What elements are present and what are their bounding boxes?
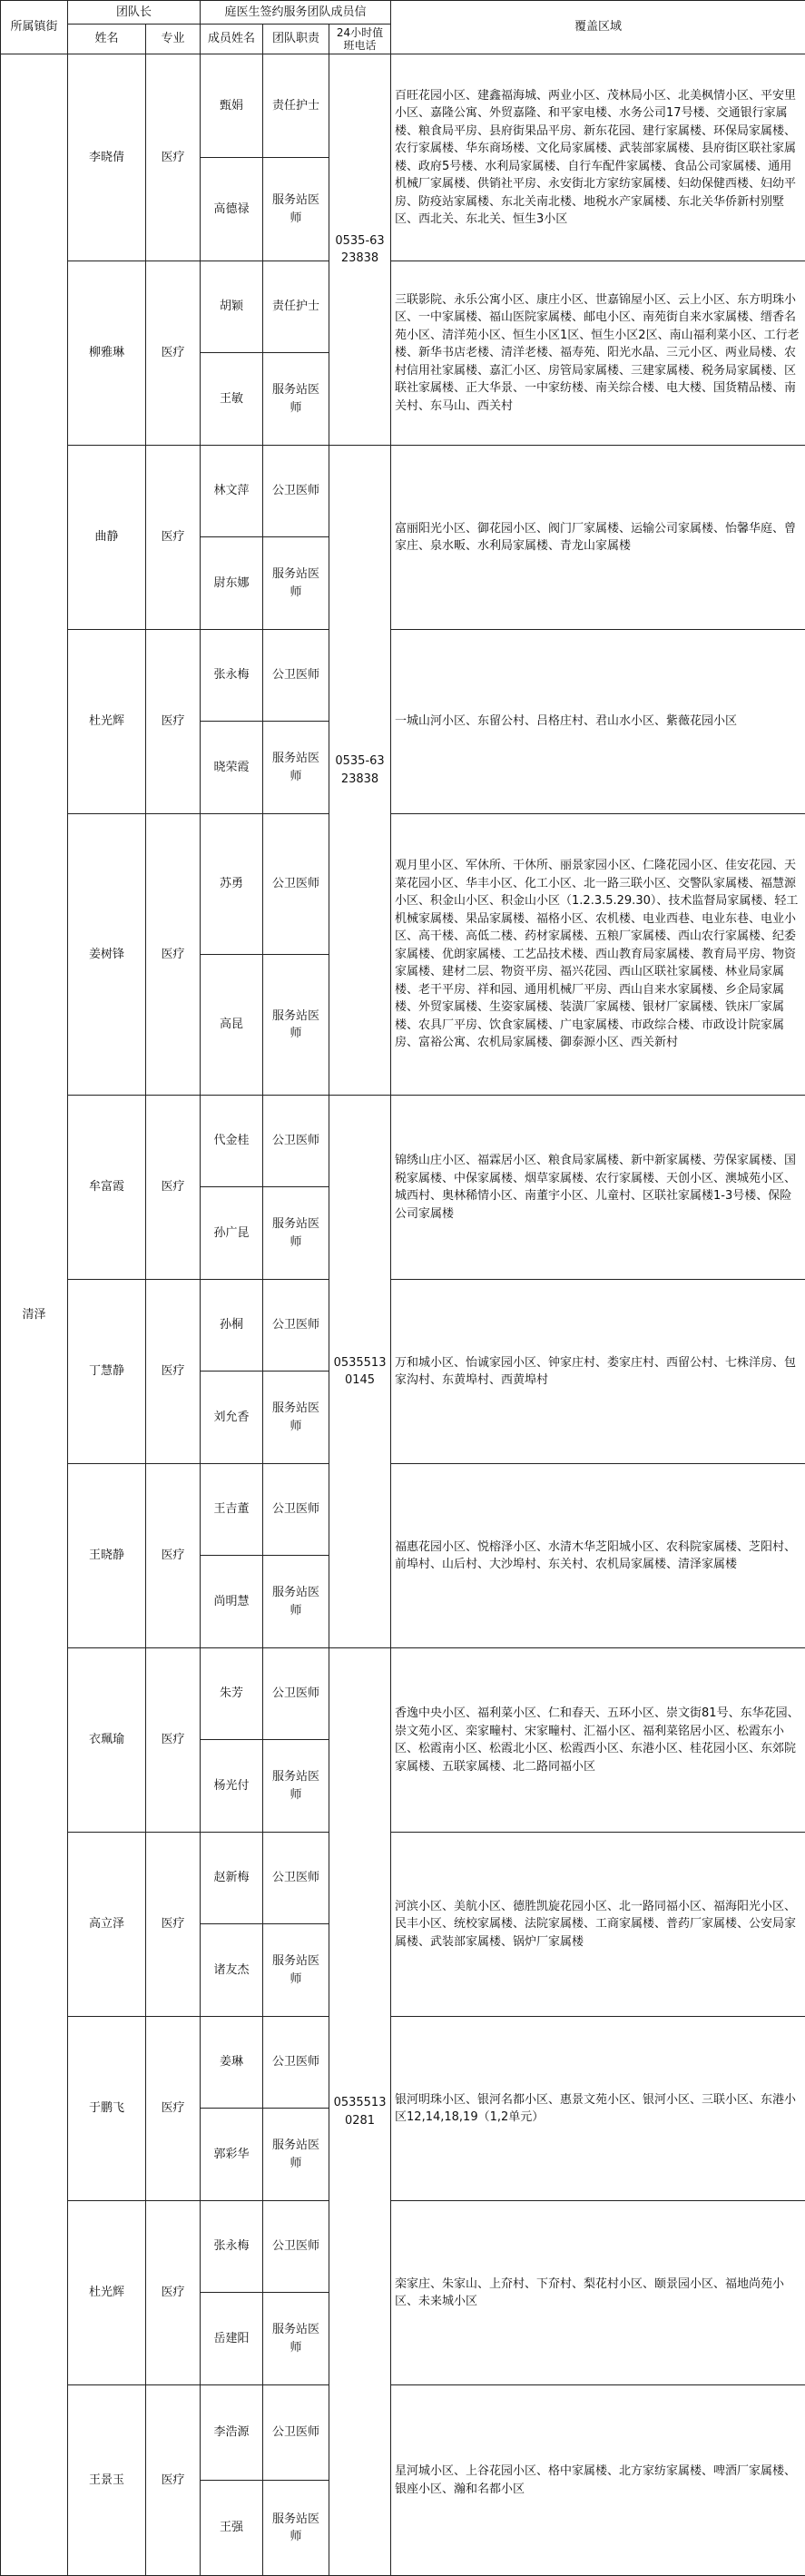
team-row (1, 814, 805, 955)
leader-specialty: 医疗 (146, 1096, 201, 1280)
member-name: 孙桐 (201, 1280, 263, 1372)
member-name: 李浩源 (201, 2385, 263, 2481)
header-member-name: 成员姓名 (201, 25, 263, 54)
coverage-area: 栾家庄、朱家山、上夼村、下夼村、梨花村小区、颐景园小区、福地尚苑小区、未来城小区 (391, 2201, 805, 2385)
header-name: 姓名 (68, 25, 146, 54)
team-row (1, 2201, 805, 2293)
member-duty: 公卫医师 (263, 630, 329, 722)
duty-phone: 05355130145 (329, 1096, 391, 1648)
member-duty: 公卫医师 (263, 1464, 329, 1556)
leader-specialty: 医疗 (146, 446, 201, 630)
coverage-area: 富丽阳光小区、御花园小区、阀门厂家属楼、运输公司家属楼、怡馨华庭、曾家庄、泉水畈、水利局家属楼、青龙山家属楼 (391, 446, 805, 630)
member-duty: 公卫医师 (263, 1096, 329, 1187)
leader-name: 姜树锋 (68, 814, 146, 1096)
member-duty: 服务站医师 (263, 1924, 329, 2017)
member-duty: 服务站医师 (263, 2109, 329, 2201)
leader-name: 王晓静 (68, 1464, 146, 1648)
leader-specialty: 医疗 (146, 2385, 201, 2576)
member-duty: 服务站医师 (263, 722, 329, 814)
header-phone: 24小时值班电话 (329, 25, 391, 54)
member-name: 朱芳 (201, 1648, 263, 1740)
member-name: 张永梅 (201, 630, 263, 722)
member-name: 赵新梅 (201, 1833, 263, 1924)
coverage-area: 星河城小区、上谷花园小区、格中家属楼、北方家纺家属楼、啤酒厂家属楼、银座小区、瀚和名都小区 (391, 2385, 805, 2576)
member-name: 甄娟 (201, 54, 263, 158)
member-name: 林文萍 (201, 446, 263, 537)
header-duty: 团队职责 (263, 25, 329, 54)
coverage-area: 河滨小区、美航小区、德胜凯旋花园小区、北一路同福小区、福海阳光小区、民丰小区、统校家属楼、法院家属楼、工商家属楼、普药厂家属楼、公安局家属楼、武装部家属楼、锅炉厂家属楼 (391, 1833, 805, 2017)
coverage-area: 福惠花园小区、悦榕泽小区、水清木华芝阳城小区、农科院家属楼、芝阳村、前埠村、山后村、大沙埠村、东关村、农机局家属楼、清泽家属楼 (391, 1464, 805, 1648)
team-row (1, 1648, 805, 1740)
header-area: 覆盖区域 (391, 1, 805, 54)
leader-name: 曲静 (68, 446, 146, 630)
leader-specialty: 医疗 (146, 2017, 201, 2201)
member-duty: 服务站医师 (263, 1740, 329, 1833)
leader-specialty: 医疗 (146, 814, 201, 1096)
header-district: 所属镇街 (1, 1, 68, 54)
member-name: 孙广昆 (201, 1187, 263, 1280)
leader-specialty: 医疗 (146, 1833, 201, 2017)
team-row (1, 1096, 805, 1187)
member-name: 张永梅 (201, 2201, 263, 2293)
member-duty: 责任护士 (263, 261, 329, 353)
member-name: 王强 (201, 2481, 263, 2576)
member-duty: 公卫医师 (263, 2385, 329, 2481)
leader-specialty: 医疗 (146, 1648, 201, 1833)
member-duty: 服务站医师 (263, 537, 329, 630)
team-row (1, 1833, 805, 1924)
member-name: 郭彩华 (201, 2109, 263, 2201)
member-name: 代金桂 (201, 1096, 263, 1187)
member-name: 王敏 (201, 353, 263, 446)
member-name: 胡颖 (201, 261, 263, 353)
leader-name: 杜光辉 (68, 630, 146, 814)
leader-name: 柳雅琳 (68, 261, 146, 446)
member-duty: 公卫医师 (263, 1648, 329, 1740)
header-team-title: 庭医生签约服务团队成员信 (201, 1, 391, 25)
member-duty: 公卫医师 (263, 446, 329, 537)
member-duty: 服务站医师 (263, 1556, 329, 1648)
member-duty: 服务站医师 (263, 1372, 329, 1464)
header-row-1 (1, 1, 805, 25)
leader-specialty: 医疗 (146, 2201, 201, 2385)
member-duty: 服务站医师 (263, 2481, 329, 2576)
coverage-area: 观月里小区、军休所、干休所、丽景家园小区、仁隆花园小区、佳安花园、天菜花园小区、华丰小区、化工小区、北一路三联小区、交警队家属楼、福慧源小区、积金山小区、积金山小区（1.2.3.5.29.30）、技术监督局家属楼、轻工机械家属楼、果品家属楼、福格小区、农机楼、电业西巷、电业东巷、电业小区、高干楼、高低二楼、药材家属楼、五粮厂家属楼、西山农行家属楼、纪委家属楼、优朗家属楼、工艺品技术楼、西山教育局家属楼、教育局平房、物资家属楼、建材二层、物资平房、福兴花园、西山区联社家属楼、林业局家属楼、老干平房、祥和园、通用机械厂平房、西山自来水家属楼、乡企局家属楼、外贸家属楼、生姿家属楼、装潢厂家属楼、银材厂家属楼、铁床厂家属楼、农具厂平房、饮食家属楼、广电家属楼、市政综合楼、市政设计院家属房、富裕公寓、农机局家属楼、御泰源小区、西关新村 (391, 814, 805, 1096)
team-row (1, 630, 805, 722)
coverage-area: 一城山河小区、东留公村、吕格庄村、君山水小区、紫薇花园小区 (391, 630, 805, 814)
member-name: 晓荣霞 (201, 722, 263, 814)
member-name: 王吉董 (201, 1464, 263, 1556)
leader-specialty: 医疗 (146, 261, 201, 446)
coverage-area: 香逸中央小区、福利菜小区、仁和春天、五环小区、崇文街81号、东华花园、崇文苑小区、栾家疃村、宋家疃村、汇福小区、福利菜铭居小区、松霞东小区、松霞南小区、松霞北小区、松霞西小区、东港小区、桂花园小区、东郊院家属楼、五联家属楼、北二路同福小区 (391, 1648, 805, 1833)
leader-name: 李晓倩 (68, 54, 146, 261)
member-duty: 服务站医师 (263, 353, 329, 446)
member-name: 高德禄 (201, 158, 263, 261)
member-name: 诸友杰 (201, 1924, 263, 2017)
leader-name: 衣珮瑜 (68, 1648, 146, 1833)
coverage-area: 万和城小区、怡诚家园小区、钟家庄村、娄家庄村、西留公村、七株洋房、包家沟村、东黄埠村、西黄埠村 (391, 1280, 805, 1464)
member-name: 尚明慧 (201, 1556, 263, 1648)
coverage-area: 银河明珠小区、银河名都小区、惠景文苑小区、银河小区、三联小区、东港小区12,14,18,19（1,2单元） (391, 2017, 805, 2201)
header-leader-group: 团队长 (68, 1, 201, 25)
coverage-area: 三联影院、永乐公寓小区、康庄小区、世嘉锦屋小区、云上小区、东方明珠小区、一中家属楼、福山医院家属楼、邮电小区、南苑街自来水家属楼、缙香名苑小区、清洋苑小区、恒生小区1区、恒生小区2区、南山福利菜小区、工行老楼、新华书店老楼、清洋老楼、福寿苑、阳光水晶、三元小区、两业局楼、农村信用社家属楼、嘉汇小区、房管局家属楼、三建家属楼、税务局家属楼、区联社家属楼、正大华景、一中家纺楼、南关综合楼、电大楼、国货精品楼、南关村、东马山、西关村 (391, 261, 805, 446)
member-duty: 服务站医师 (263, 158, 329, 261)
duty-phone: 0535-6323838 (329, 446, 391, 1096)
leader-name: 高立泽 (68, 1833, 146, 2017)
team-row (1, 261, 805, 353)
member-name: 杨光付 (201, 1740, 263, 1833)
leader-name: 丁慧静 (68, 1280, 146, 1464)
member-duty: 公卫医师 (263, 814, 329, 955)
member-name: 刘允香 (201, 1372, 263, 1464)
member-name: 苏勇 (201, 814, 263, 955)
leader-name: 于鹏飞 (68, 2017, 146, 2201)
leader-name: 牟富霞 (68, 1096, 146, 1280)
member-name: 尉东娜 (201, 537, 263, 630)
member-duty: 责任护士 (263, 54, 329, 158)
coverage-area: 锦绣山庄小区、福霖居小区、粮食局家属楼、新中新家属楼、劳保家属楼、国税家属楼、中保家属楼、烟草家属楼、农行家属楼、天创小区、澳城苑小区、城西村、奥林稀情小区、南董宇小区、儿童村、区联社家属楼1-3号楼、保险公司家属楼 (391, 1096, 805, 1280)
duty-phone: 0535-6323838 (329, 54, 391, 446)
team-row (1, 2017, 805, 2109)
team-row (1, 2385, 805, 2481)
team-row (1, 54, 805, 158)
team-row (1, 1464, 805, 1556)
district-cell: 清泽 (1, 54, 68, 2576)
member-duty: 公卫医师 (263, 2017, 329, 2109)
team-row (1, 1280, 805, 1372)
member-name: 高昆 (201, 955, 263, 1096)
leader-specialty: 医疗 (146, 1464, 201, 1648)
leader-name: 杜光辉 (68, 2201, 146, 2385)
leader-name: 王景玉 (68, 2385, 146, 2576)
leader-specialty: 医疗 (146, 54, 201, 261)
team-row (1, 446, 805, 537)
header-specialty: 专业 (146, 25, 201, 54)
member-duty: 服务站医师 (263, 955, 329, 1096)
coverage-area: 百旺花园小区、建鑫福海城、两业小区、茂林局小区、北美枫情小区、平安里小区、嘉隆公寓、外贸嘉隆、和平家电楼、水务公司17号楼、交通银行家属楼、粮食局平房、县府街果品平房、新东花园、建行家属楼、环保局家属楼、农行家属楼、华东商场楼、文化局家属楼、武装部家属楼、县府街区联社家属楼、政府5号楼、水利局家属楼、自行车配件家属楼、食品公司家属楼、通用机械厂家属楼、供销社平房、永安街北方家纺家属楼、妇幼保健西楼、妇幼平房、防疫站家属楼、东北关南北楼、地税水产家属楼、东北关华侨新村别墅区、西北关、东北关、恒生3小区 (391, 54, 805, 261)
member-duty: 服务站医师 (263, 2293, 329, 2385)
leader-specialty: 医疗 (146, 1280, 201, 1464)
leader-specialty: 医疗 (146, 630, 201, 814)
member-name: 岳建阳 (201, 2293, 263, 2385)
member-duty: 公卫医师 (263, 1280, 329, 1372)
member-name: 姜琳 (201, 2017, 263, 2109)
member-duty: 公卫医师 (263, 2201, 329, 2293)
member-duty: 服务站医师 (263, 1187, 329, 1280)
duty-phone: 05355130281 (329, 1648, 391, 2576)
member-duty: 公卫医师 (263, 1833, 329, 1924)
